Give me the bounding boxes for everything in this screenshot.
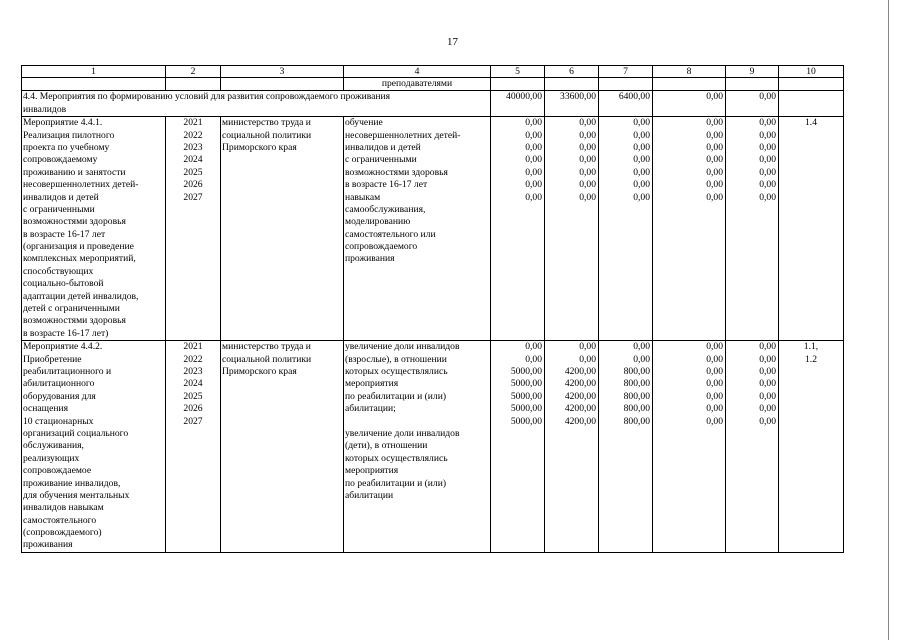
measure-indicator-line: сопровождаемого — [345, 241, 418, 253]
year-amount: 0,00 — [579, 141, 596, 153]
measure-name-line: самостоятельного — [23, 514, 97, 526]
measure-indicator-line: мероприятия — [345, 378, 399, 390]
year-amount: 0,00 — [759, 366, 776, 377]
measure-name-line: возможностями здоровья — [23, 216, 126, 228]
measure-ref-line: 1.2 — [805, 353, 817, 365]
year-amount: 4200,00 — [564, 390, 596, 402]
year-value: 2026 — [183, 179, 203, 191]
measure-ref — [779, 341, 844, 553]
year-amount: 0,00 — [633, 129, 650, 141]
year-amount: 5000,00 — [510, 366, 542, 377]
year-amount: 0,00 — [759, 353, 776, 365]
measure-indicator-line: (дети), в отношении — [345, 440, 428, 452]
year-amount: 0,00 — [759, 341, 776, 353]
continuation-row — [22, 78, 844, 91]
measure-executor-line: социальной политики — [222, 353, 312, 365]
measure-name-line: оснащения — [23, 403, 69, 415]
year-value: 2022 — [183, 353, 203, 365]
year-amount: 0,00 — [633, 341, 650, 353]
measure-values-col7 — [599, 341, 653, 553]
year-amount: 0,00 — [759, 415, 776, 427]
year-amount: 0,00 — [579, 154, 596, 166]
year-amount: 0,00 — [633, 191, 650, 203]
year-amount: 0,00 — [706, 415, 723, 427]
year-amount: 0,00 — [706, 129, 723, 141]
year-value: 2023 — [183, 141, 203, 153]
scan-edge-line — [888, 0, 889, 640]
measure-years — [166, 341, 221, 553]
measure-row — [22, 341, 844, 553]
measure-name-line: (организация и проведение — [23, 241, 134, 253]
measure-indicator-line — [345, 416, 489, 428]
measure-name-line: в возрасте 16-17 лет) — [23, 327, 109, 339]
year-amount: 0,00 — [706, 341, 723, 353]
year-amount: 0,00 — [579, 191, 596, 203]
section-value: 0,00 — [726, 91, 779, 117]
measure-indicator-line: моделированию — [345, 216, 411, 228]
year-value: 2021 — [183, 117, 203, 129]
year-value: 2024 — [183, 378, 203, 390]
year-amount: 0,00 — [706, 191, 723, 203]
measure-indicator-line: обучение — [345, 117, 383, 129]
measure-name-line: Реализация пилотного — [23, 129, 115, 141]
measure-name-line: оборудования для — [23, 390, 96, 402]
continuation-cell — [221, 78, 344, 91]
measure-name-line: проживания — [23, 539, 73, 551]
year-amount: 0,00 — [579, 341, 596, 353]
year-amount: 5000,00 — [510, 390, 542, 402]
year-value: 2026 — [183, 403, 203, 415]
year-amount: 0,00 — [759, 141, 776, 153]
year-value: 2023 — [183, 366, 203, 377]
year-amount: 0,00 — [759, 154, 776, 166]
measure-indicator-line: которых осуществлялись — [345, 366, 448, 377]
year-amount: 0,00 — [579, 179, 596, 191]
year-amount: 0,00 — [579, 353, 596, 365]
section-row — [22, 91, 844, 117]
continuation-cell — [726, 78, 779, 91]
continuation-cell — [491, 78, 545, 91]
continuation-cell — [779, 78, 844, 91]
year-amount: 0,00 — [759, 179, 776, 191]
measure-values-col8 — [653, 341, 726, 553]
year-value: 2024 — [183, 154, 203, 166]
year-value: 2025 — [183, 166, 203, 178]
measure-name-line: детей с ограниченными — [23, 303, 120, 315]
year-amount: 800,00 — [623, 390, 650, 402]
measure-values-col6 — [545, 117, 599, 341]
measure-name-line: сопровождаемое — [23, 465, 92, 477]
measure-indicator-line: абилитации — [345, 489, 394, 501]
year-amount: 0,00 — [579, 166, 596, 178]
column-number-header: 9 — [726, 66, 779, 78]
measure-values-col9 — [726, 341, 779, 553]
year-amount: 0,00 — [706, 353, 723, 365]
year-amount: 0,00 — [525, 141, 542, 153]
year-amount: 800,00 — [623, 378, 650, 390]
continuation-cell — [653, 78, 726, 91]
section-value: 33600,00 — [545, 91, 599, 117]
measure-name-line: возможностями здоровья — [23, 315, 126, 327]
measure-name-line: проживание инвалидов, — [23, 477, 121, 489]
measure-name — [22, 117, 166, 341]
measure-indicator-line: мероприятия — [345, 465, 399, 477]
year-value: 2021 — [183, 341, 203, 353]
year-amount: 0,00 — [633, 141, 650, 153]
measure-indicator-line: самообслуживания, — [345, 203, 426, 215]
year-amount: 0,00 — [759, 403, 776, 415]
year-amount: 0,00 — [525, 166, 542, 178]
measure-values-col5 — [491, 341, 545, 553]
year-amount: 0,00 — [706, 403, 723, 415]
year-amount: 4200,00 — [564, 415, 596, 427]
measure-row — [22, 117, 844, 341]
year-amount: 0,00 — [706, 366, 723, 377]
year-amount: 0,00 — [579, 117, 596, 129]
continuation-cell — [599, 78, 653, 91]
measure-indicator-line: инвалидов и детей — [345, 141, 421, 153]
measure-name-line: Мероприятие 4.4.2. — [23, 341, 103, 353]
continuation-cell — [22, 78, 166, 91]
year-amount: 0,00 — [759, 191, 776, 203]
column-number-header: 7 — [599, 66, 653, 78]
program-table — [21, 65, 844, 553]
measure-name-line: 10 стационарных — [23, 415, 94, 427]
measure-name-line: социально-бытовой — [23, 278, 104, 290]
year-amount: 0,00 — [759, 129, 776, 141]
measure-indicator-line: несовершеннолетних детей- — [345, 129, 461, 141]
year-amount: 0,00 — [525, 179, 542, 191]
measure-name-line: инвалидов и детей — [23, 191, 99, 203]
page-number: 17 — [447, 36, 458, 48]
measure-indicator-line: в возрасте 16-17 лет — [345, 179, 428, 191]
year-amount: 0,00 — [706, 179, 723, 191]
measure-values-col9 — [726, 117, 779, 341]
year-amount: 0,00 — [525, 117, 542, 129]
year-amount: 0,00 — [706, 141, 723, 153]
column-number-header: 10 — [779, 66, 844, 78]
section-value: 0,00 — [653, 91, 726, 117]
measure-indicator-line: возможностями здоровья — [345, 166, 448, 178]
year-value: 2027 — [183, 415, 203, 427]
year-amount: 4200,00 — [564, 378, 596, 390]
year-amount: 0,00 — [525, 154, 542, 166]
year-amount: 4200,00 — [564, 403, 596, 415]
measure-name-line: проживанию и занятости — [23, 166, 126, 178]
measure-ref — [779, 117, 844, 341]
measure-name-line: организаций социального — [23, 427, 129, 439]
year-amount: 800,00 — [623, 415, 650, 427]
year-amount: 0,00 — [759, 390, 776, 402]
section-ref — [779, 91, 844, 117]
year-amount: 0,00 — [633, 154, 650, 166]
year-amount: 4200,00 — [564, 366, 596, 377]
column-number-header: 3 — [221, 66, 344, 78]
column-number-header: 6 — [545, 66, 599, 78]
year-amount: 0,00 — [525, 353, 542, 365]
year-value: 2025 — [183, 390, 203, 402]
year-amount: 0,00 — [633, 179, 650, 191]
measure-indicator — [344, 341, 491, 553]
measure-values-col8 — [653, 117, 726, 341]
measure-ref-line: 1.1, — [803, 341, 819, 353]
measure-executor-line: Приморского края — [222, 366, 297, 377]
column-number-header: 1 — [22, 66, 166, 78]
measure-name-line: несовершеннолетних детей- — [23, 179, 139, 191]
measure-indicator-line: абилитации; — [345, 403, 396, 415]
measure-indicator-line: с ограниченными — [345, 154, 417, 166]
measure-executor-line: Приморского края — [222, 141, 297, 153]
section-value: 40000,00 — [491, 91, 545, 117]
year-amount: 0,00 — [633, 353, 650, 365]
measure-name-line: инвалидов навыкам — [23, 502, 104, 514]
measure-name-line: для обучения ментальных — [23, 489, 130, 501]
measure-name-line: обслуживания, — [23, 440, 84, 452]
measure-name-line: реализующих — [23, 452, 80, 464]
measure-name-line: реабилитационного и — [23, 366, 112, 377]
column-number-header: 2 — [166, 66, 221, 78]
measure-indicator-line: увеличение доли инвалидов — [345, 341, 460, 353]
year-amount: 0,00 — [759, 378, 776, 390]
measure-indicator-line: навыкам — [345, 191, 381, 203]
measure-values-col5 — [491, 117, 545, 341]
measure-ref-line: 1.4 — [805, 117, 817, 129]
section-title-line: инвалидов — [23, 103, 67, 115]
year-amount: 0,00 — [706, 166, 723, 178]
measure-indicator-line: самостоятельного или — [345, 228, 436, 240]
measure-executor — [221, 117, 344, 341]
measure-values-col6 — [545, 341, 599, 553]
year-amount: 0,00 — [706, 117, 723, 129]
measure-name-line: комплексных мероприятий, — [23, 253, 136, 265]
year-amount: 800,00 — [623, 366, 650, 377]
measure-executor-line: министерство труда и — [222, 341, 311, 353]
measure-executor — [221, 341, 344, 553]
measure-indicator — [344, 117, 491, 341]
measure-indicator-line: проживания — [345, 253, 395, 265]
year-amount: 0,00 — [706, 154, 723, 166]
column-number-header: 5 — [491, 66, 545, 78]
continuation-cell — [545, 78, 599, 91]
year-amount: 0,00 — [525, 191, 542, 203]
measure-name-line: с ограниченными — [23, 203, 95, 215]
measure-indicator-line: (взрослые), в отношении — [345, 353, 447, 365]
year-amount: 5000,00 — [510, 415, 542, 427]
measure-indicator-line: по реабилитации и (или) — [345, 390, 447, 402]
measure-executor-line: министерство труда и — [222, 117, 311, 129]
measure-name-line: (сопровождаемого) — [23, 527, 102, 539]
year-amount: 0,00 — [525, 341, 542, 353]
year-amount: 0,00 — [633, 117, 650, 129]
measure-years — [166, 117, 221, 341]
year-amount: 800,00 — [623, 403, 650, 415]
measure-executor-line: социальной политики — [222, 129, 312, 141]
year-amount: 0,00 — [759, 166, 776, 178]
year-amount: 0,00 — [525, 129, 542, 141]
year-amount: 0,00 — [579, 129, 596, 141]
year-value: 2027 — [183, 191, 203, 203]
header-row — [22, 66, 844, 78]
year-amount: 0,00 — [706, 378, 723, 390]
measure-indicator-line: увеличение доли инвалидов — [345, 427, 460, 439]
section-value: 6400,00 — [599, 91, 653, 117]
section-title-line: 4.4. Мероприятия по формированию условий для развития сопровождаемого проживания — [23, 91, 391, 103]
measure-name-line: адаптации детей инвалидов, — [23, 290, 139, 302]
year-amount: 5000,00 — [510, 403, 542, 415]
measure-indicator-line: по реабилитации и (или) — [345, 477, 447, 489]
measure-name-line: проекта по учебному — [23, 141, 110, 153]
column-number-header: 8 — [653, 66, 726, 78]
measure-indicator-line: которых осуществлялись — [345, 452, 448, 464]
column-number-header: 4 — [344, 66, 491, 78]
measure-name — [22, 341, 166, 553]
measure-name-line: способствующих — [23, 265, 94, 277]
measure-name-line: Приобретение — [23, 353, 82, 365]
year-value: 2022 — [183, 129, 203, 141]
year-amount: 5000,00 — [510, 378, 542, 390]
measure-name-line: в возрасте 16-17 лет — [23, 228, 106, 240]
section-title — [22, 91, 491, 117]
continuation-cell: преподавателями — [344, 78, 491, 91]
continuation-cell — [166, 78, 221, 91]
year-amount: 0,00 — [633, 166, 650, 178]
measure-name-line: абилитационного — [23, 378, 95, 390]
measure-name-line: сопровождаемому — [23, 154, 98, 166]
year-amount: 0,00 — [706, 390, 723, 402]
measure-values-col7 — [599, 117, 653, 341]
measure-name-line: Мероприятие 4.4.1. — [23, 117, 103, 129]
year-amount: 0,00 — [759, 117, 776, 129]
